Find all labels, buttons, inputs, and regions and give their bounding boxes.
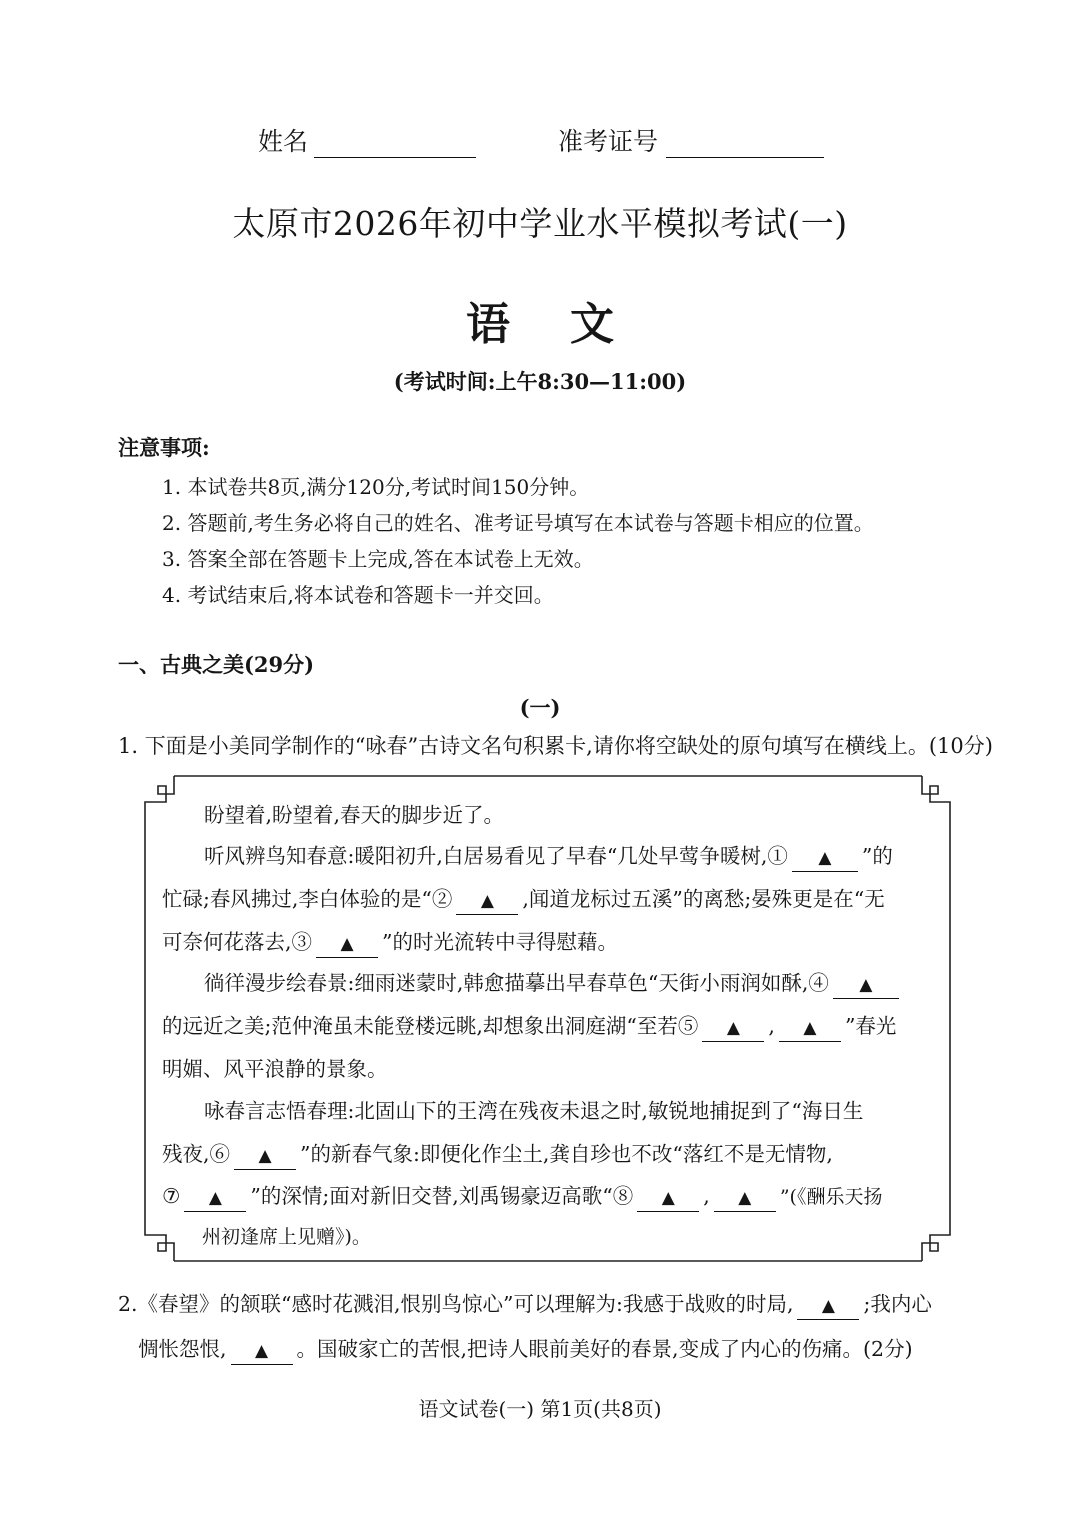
fill-blank-5b xyxy=(779,1017,841,1042)
fill-blank-8b xyxy=(714,1187,776,1212)
question-2-line-2 xyxy=(138,1332,913,1365)
name-field xyxy=(258,122,476,158)
card-text-segment: ”的时光流转中寻得慰藉。 xyxy=(382,930,619,954)
fill-blank-q2b xyxy=(231,1340,293,1365)
card-paragraph-2-line-2 xyxy=(162,1009,896,1042)
notice-item: 2. 答题前,考生务必将自己的姓名、准考证号填写在本试卷与答题卡相应的位置。 xyxy=(162,511,874,535)
triangle-mark-icon: ▲ xyxy=(726,1018,740,1038)
question-text-segment: 惆怅怨恨, xyxy=(138,1337,227,1361)
section-title: 一、古典之美(29分) xyxy=(118,652,315,677)
triangle-mark-icon: ▲ xyxy=(818,848,832,868)
exam-id-label: 准考证号 xyxy=(558,127,659,156)
subject-title: 语文 xyxy=(466,299,674,350)
card-text-segment: 残夜,⑥ xyxy=(162,1142,231,1166)
question-text-segment: 。国破家亡的苦恨,把诗人眼前美好的春景,变成了内心的伤痛。(2分) xyxy=(296,1337,913,1361)
card-paragraph-2-line-3: 明媚、风平浪静的景象。 xyxy=(162,1057,388,1081)
card-text-segment: ”(《酬乐天扬 xyxy=(779,1186,883,1208)
exam-id-blank-line xyxy=(666,133,824,158)
triangle-mark-icon: ▲ xyxy=(661,1188,675,1208)
fill-blank-6 xyxy=(234,1145,296,1170)
card-text-segment: 徜徉漫步绘春景:细雨迷蒙时,韩愈描摹出早春草色“天街小雨润如酥,④ xyxy=(204,971,829,995)
triangle-mark-icon: ▲ xyxy=(821,1296,835,1316)
card-paragraph-1-line-2 xyxy=(162,882,885,915)
card-paragraph-2-line-1 xyxy=(204,966,903,999)
triangle-mark-icon: ▲ xyxy=(859,975,873,995)
card-intro: 盼望着,盼望着,春天的脚步近了。 xyxy=(204,803,505,827)
part-title: (一) xyxy=(519,695,561,720)
question-2-line-1 xyxy=(118,1287,932,1320)
card-paragraph-3-line-3 xyxy=(162,1179,882,1212)
card-text-segment: 可奈何花落去,③ xyxy=(162,930,313,954)
question-text-segment: 2.《春望》的颔联“感时花溅泪,恨别鸟惊心”可以理解为:我感于战败的时局, xyxy=(118,1292,794,1316)
fill-blank-4 xyxy=(833,974,899,999)
fill-blank-5a xyxy=(702,1017,764,1042)
fill-blank-1 xyxy=(792,847,858,872)
card-text-segment: , xyxy=(703,1184,710,1208)
triangle-mark-icon: ▲ xyxy=(340,934,354,954)
notice-title: 注意事项: xyxy=(118,435,210,460)
name-label: 姓名 xyxy=(258,127,309,156)
fill-blank-3 xyxy=(316,933,378,958)
card-paragraph-1-line-1 xyxy=(204,839,893,872)
triangle-mark-icon: ▲ xyxy=(738,1188,752,1208)
card-text-segment: 忙碌;春风拂过,李白体验的是“② xyxy=(162,887,453,911)
triangle-mark-icon: ▲ xyxy=(254,1341,269,1361)
fill-blank-8a xyxy=(637,1187,699,1212)
card-text-segment: 听风辨鸟知春意:暖阳初升,白居易看见了早春“几处早莺争暖树,① xyxy=(204,844,788,868)
card-paragraph-3-line-2 xyxy=(162,1137,833,1170)
triangle-mark-icon: ▲ xyxy=(803,1018,817,1038)
page-footer: 语文试卷(一) 第1页(共8页) xyxy=(418,1397,662,1421)
exam-id-field xyxy=(558,122,824,158)
question-1: 1. 下面是小美同学制作的“咏春”古诗文名句积累卡,请你将空缺处的原句填写在横线上。(10分) xyxy=(118,734,993,758)
card-text-segment: ”春光 xyxy=(844,1014,897,1038)
card-text-segment: , xyxy=(768,1014,775,1038)
notice-item: 3. 答案全部在答题卡上完成,答在本试卷上无效。 xyxy=(162,547,594,571)
exam-time: (考试时间:上午8:30—11:00) xyxy=(393,369,687,394)
name-blank-line xyxy=(314,133,476,158)
card-text-segment: ,闻道龙标过五溪”的离愁;晏殊更是在“无 xyxy=(522,887,885,911)
fill-blank-7 xyxy=(184,1187,246,1212)
card-text-segment: ⑦ xyxy=(162,1184,181,1208)
exam-title: 太原市2026年初中学业水平模拟考试(一) xyxy=(232,204,848,243)
fill-blank-q2a xyxy=(797,1295,859,1320)
card-paragraph-3-line-1: 咏春言志悟春理:北固山下的王湾在残夜未退之时,敏锐地捕捉到了“海日生 xyxy=(204,1099,864,1123)
card-paragraph-3-line-4: 州初逢席上见赠》)。 xyxy=(202,1226,371,1248)
card-paragraph-1-line-3 xyxy=(162,925,618,958)
triangle-mark-icon: ▲ xyxy=(480,891,494,911)
fill-blank-2 xyxy=(456,890,518,915)
triangle-mark-icon: ▲ xyxy=(208,1188,222,1208)
question-text-segment: ;我内心 xyxy=(863,1292,932,1316)
triangle-mark-icon: ▲ xyxy=(258,1146,272,1166)
card-text-segment: ”的深情;面对新旧交替,刘禹锡豪迈高歌“⑧ xyxy=(250,1184,634,1208)
notice-item: 1. 本试卷共8页,满分120分,考试时间150分钟。 xyxy=(162,475,590,499)
card-text-segment: ”的新春气象:即便化作尘土,龚自珍也不改“落红不是无情物, xyxy=(300,1142,833,1166)
card-text-segment: ”的 xyxy=(861,844,893,868)
card-text-segment: 的远近之美;范仲淹虽未能登楼远眺,却想象出洞庭湖“至若⑤ xyxy=(162,1014,699,1038)
notice-item: 4. 考试结束后,将本试卷和答题卡一并交回。 xyxy=(162,583,554,607)
